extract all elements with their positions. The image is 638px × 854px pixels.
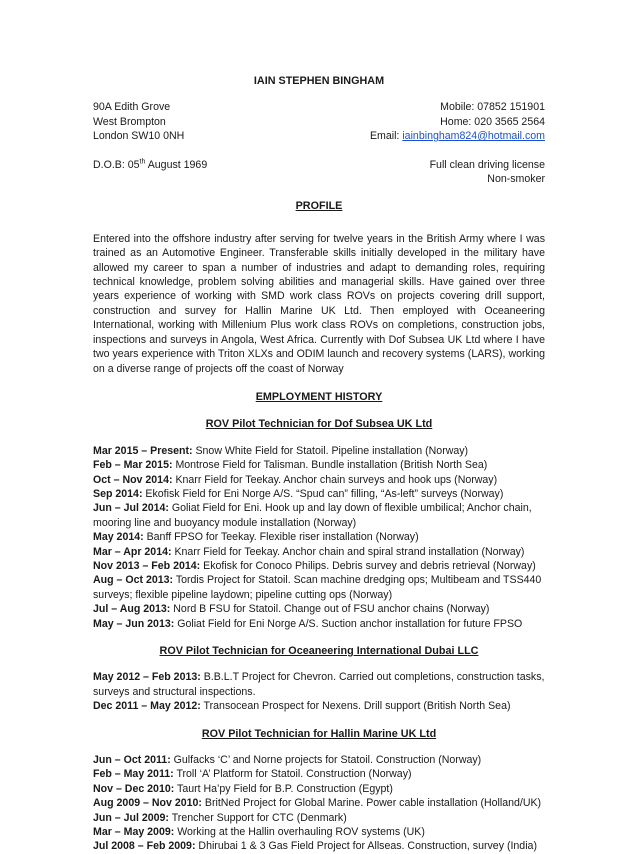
job-entry (93, 458, 545, 472)
entry-description: Banff FPSO for Teekay. Flexible riser installation (Norway) (143, 531, 419, 544)
employment-list (93, 417, 545, 854)
job-entry (93, 473, 545, 487)
entry-description: Snow White Field for Statoil. Pipeline installation (Norway) (192, 444, 469, 457)
job-entry (93, 501, 545, 530)
entry-date: May 2012 – Feb 2013: (93, 671, 201, 684)
contact-row-3 (93, 129, 545, 143)
job-entries (93, 670, 545, 713)
job-entry (93, 825, 545, 839)
entry-date: Feb – May 2011: (93, 768, 174, 781)
address-line-2: West Brompton (93, 115, 166, 128)
entry-description: Tordis Project for Statoil. Scan machine dredging ops; Multibeam and TSS440 surveys; flexible pipeline laydown; pipeline cutting ops (Norway) (93, 574, 542, 601)
entry-date: Nov 2013 – Feb 2014: (93, 559, 201, 572)
entry-description: Goliat Field for Eni. Hook up and lay down of flexible umbilical; Anchor chain, mooring line and buoyancy module installation (Norway) (93, 502, 532, 529)
entry-description: B.B.L.T Project for Chevron. Carried out completions, construction tasks, surveys and structural inspections. (93, 671, 545, 698)
entry-description: Trencher Support for CTC (Denmark) (168, 811, 347, 824)
entry-description: BritNed Project for Global Marine. Power cable installation (Holland/UK) (201, 797, 542, 810)
contact-row-1 (93, 100, 545, 114)
job-entry (93, 617, 545, 631)
job-entry (93, 530, 545, 544)
entry-date: Aug – Oct 2013: (93, 574, 174, 587)
job-entries (93, 753, 545, 854)
job-entry (93, 444, 545, 458)
entry-date: Mar – May 2009: (93, 826, 175, 839)
job-entry (93, 699, 545, 713)
entry-date: Jul – Aug 2013: (93, 603, 171, 616)
dob-ordinal: th (139, 158, 146, 166)
entry-date: Mar – Apr 2014: (93, 545, 172, 558)
job-entry (93, 545, 545, 559)
email-label: Email: (369, 130, 403, 143)
address-line-1: 90A Edith Grove (93, 101, 171, 114)
job-entry (93, 767, 545, 781)
job-entries (93, 444, 545, 631)
entry-description: Nord B FSU for Statoil. Change out of FSU anchor chains (Norway) (170, 603, 490, 616)
entry-date: Oct – Nov 2014: (93, 473, 173, 486)
entry-date: Jun – Oct 2011: (93, 754, 171, 767)
job-entry (93, 487, 545, 501)
job-entry (93, 573, 545, 602)
person-name: IAIN STEPHEN BINGHAM (253, 75, 385, 87)
profile-text: Entered into the offshore industry after serving for twelve years in the British Army where I was trained as an Automotive Engineer. Transferable skills initially developed in the military have allowed my career to span a number of industries and adapt to demanding roles, requiring technical knowledge, problem solving abilities and managerial skills. Have gained over three years experience of working with SMD work class ROVs on projects covering drill support, construction and survey for Hallin Marine UK Ltd. Then employed with Oceaneering International, working with Millenium Plus work class ROVs on completions, construction jobs, inspections and surveys in Angola, West Africa. Currently with Dof Subsea UK Ltd where I have two years experience with Triton XLXs and ODIM launch and recovery systems (LARS), working on a diverse range of projects off the coast of Norway (93, 232, 545, 375)
email-link[interactable]: iainbingham824@hotmail.com (402, 130, 545, 143)
job-entry (93, 796, 545, 810)
entry-date: Feb – Mar 2015: (93, 459, 173, 472)
entry-date: May 2014: (93, 531, 144, 544)
email-line (370, 129, 545, 143)
dob-prefix: D.O.B: 05 (93, 158, 140, 171)
smoker-row (93, 172, 545, 186)
home-phone: Home: 020 3565 2564 (440, 115, 545, 128)
job-entry (93, 811, 545, 825)
contact-row-2 (93, 115, 545, 129)
entry-date: Sep 2014: (93, 487, 143, 500)
job-entry (93, 559, 545, 573)
mobile-phone: Mobile: 07852 151901 (440, 101, 545, 114)
entry-description: Ekofisk for Conoco Philips. Debris survey and debris retrieval (Norway) (200, 559, 536, 572)
job-entry (93, 782, 545, 796)
entry-description: Goliat Field for Eni Norge A/S. Suction anchor installation for future FPSO (174, 617, 523, 630)
job-entry (93, 753, 545, 767)
employment-heading: EMPLOYMENT HISTORY (255, 390, 383, 403)
entry-date: Mar 2015 – Present: (93, 444, 193, 457)
entry-description: Knarr Field for Teekay. Anchor chain surveys and hook ups (Norway) (172, 473, 498, 486)
job-title: ROV Pilot Technician for Hallin Marine UK Ltd (201, 727, 437, 740)
job-entry (93, 670, 545, 699)
entry-date: May – Jun 2013: (93, 617, 175, 630)
entry-description: Working at the Hallin overhauling ROV systems (UK) (174, 826, 425, 839)
entry-date: Aug 2009 – Nov 2010: (93, 797, 202, 810)
job-title: ROV Pilot Technician for Dof Subsea UK Ltd (205, 418, 433, 431)
entry-description: Ekofisk Field for Eni Norge A/S. “Spud can” filling, “As-left” surveys (Norway) (142, 487, 504, 500)
address-line-3: London SW10 0NH (93, 130, 185, 143)
job-title: ROV Pilot Technician for Oceaneering International Dubai LLC (159, 645, 479, 657)
job-entry (93, 602, 545, 616)
entry-description: Montrose Field for Talisman. Bundle installation (British North Sea) (172, 459, 488, 472)
driving-license: Full clean driving license (429, 158, 545, 171)
dob-row (93, 158, 545, 172)
entry-date: Jul 2008 – Feb 2009: (93, 840, 196, 853)
entry-date: Jun – Jul 2014: (93, 502, 169, 515)
date-of-birth (93, 158, 207, 172)
entry-date: Dec 2011 – May 2012: (93, 700, 201, 713)
entry-description: Taurt Ha’py Field for B.P. Construction (Egypt) (174, 782, 393, 795)
entry-description: Knarr Field for Teekay. Anchor chain and spiral strand installation (Norway) (171, 545, 525, 558)
smoker-status: Non-smoker (487, 173, 545, 186)
entry-date: Jun – Jul 2009: (93, 811, 169, 824)
profile-heading: PROFILE (295, 200, 343, 213)
entry-description: Transocean Prospect for Nexens. Drill support (British North Sea) (200, 700, 511, 713)
entry-description: Gulfacks ‘C’ and Norne projects for Statoil. Construction (Norway) (170, 754, 482, 767)
entry-date: Nov – Dec 2010: (93, 782, 175, 795)
cv-content (93, 74, 545, 854)
entry-description: Troll ‘A’ Platform for Statoil. Construction (Norway) (173, 768, 412, 781)
dob-suffix: August 1969 (145, 158, 208, 171)
entry-description: Dhirubai 1 & 3 Gas Field Project for Allseas. Construction, survey (India) (195, 840, 537, 853)
job-entry (93, 839, 545, 853)
